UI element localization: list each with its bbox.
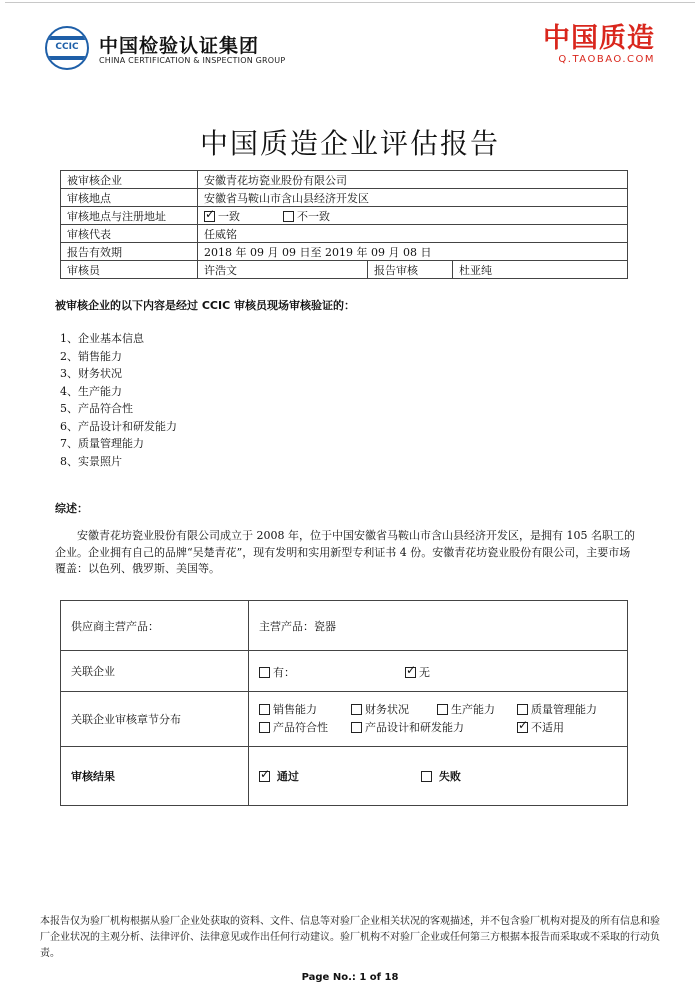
ccic-emblem-text: CCIC — [55, 42, 79, 52]
chapter-design-label: 产品设计和研发能力 — [365, 721, 464, 734]
related-company-label: 关联企业 — [61, 651, 249, 692]
supplier-product-value: 主营产品：瓷器 — [249, 601, 628, 651]
table-row — [61, 601, 628, 651]
result-pass-checkbox[interactable] — [259, 771, 270, 782]
chapter-production-checkbox[interactable] — [437, 704, 448, 715]
chapter-quality-label: 质量管理能力 — [531, 703, 597, 716]
auditor-value: 许浩文 — [198, 261, 368, 279]
related-yes-label: 有： — [273, 666, 295, 679]
reviewer-value: 杜亚纯 — [453, 261, 628, 279]
chapter-finance-checkbox[interactable] — [351, 704, 362, 715]
chapter-design-checkbox[interactable] — [351, 722, 362, 733]
location-value: 安徽省马鞍山市含山县经济开发区 — [198, 189, 628, 207]
chapter-sales-checkbox[interactable] — [259, 704, 270, 715]
ccic-logo — [45, 26, 295, 72]
audit-result-label: 审核结果 — [61, 747, 249, 806]
chapter-na-checkbox[interactable] — [517, 722, 528, 733]
chapter-distribution-label: 关联企业审核章节分布 — [61, 692, 249, 747]
chapter-quality-checkbox[interactable] — [517, 704, 528, 715]
zhongguo-zhizao-logo — [525, 24, 655, 65]
related-no-checkbox[interactable] — [405, 667, 416, 678]
address-match-options — [198, 207, 628, 225]
related-no-label: 无 — [419, 666, 430, 679]
list-item: 5、产品符合性 — [60, 402, 133, 415]
table-row — [61, 651, 628, 692]
chapter-conformity-checkbox[interactable] — [259, 722, 270, 733]
chapter-na-label: 不适用 — [531, 721, 564, 734]
company-name-en: CHINA CERTIFICATION & INSPECTION GROUP — [99, 56, 286, 65]
list-item: 1、企业基本信息 — [60, 332, 144, 345]
table-row — [61, 225, 628, 243]
validity-label: 报告有效期 — [61, 243, 198, 261]
match-no-label: 不一致 — [297, 209, 330, 223]
list-item: 8、实景照片 — [60, 454, 122, 468]
verified-items-list — [60, 330, 177, 470]
table-row — [61, 747, 628, 806]
table-row — [61, 189, 628, 207]
related-company-options — [249, 651, 628, 692]
validity-value: 2018 年 09 月 09 日至 2019 年 09 月 08 日 — [198, 243, 628, 261]
table-row — [61, 207, 628, 225]
chapter-production-label: 生产能力 — [451, 703, 495, 716]
list-item: 6、产品设计和研发能力 — [60, 419, 177, 433]
table-row — [61, 692, 628, 747]
result-fail-label: 失败 — [438, 770, 461, 783]
list-item: 2、销售能力 — [60, 349, 122, 363]
verification-intro: 被审核企业的以下内容是经过 CCIC 审核员现场审核验证的： — [55, 299, 355, 312]
representative-value: 任威铭 — [198, 225, 628, 243]
address-match-label: 审核地点与注册地址 — [61, 207, 198, 225]
page-number: Page No.: 1 of 18 — [301, 972, 399, 983]
table-row — [61, 243, 628, 261]
list-item: 4、生产能力 — [60, 384, 122, 398]
list-item: 7、质量管理能力 — [60, 437, 144, 450]
chapter-sales-label: 销售能力 — [273, 703, 317, 716]
top-page-edge — [5, 2, 695, 3]
result-fail-checkbox[interactable] — [421, 771, 432, 782]
disclaimer: 本报告仅为验厂机构根据从验厂企业处获取的资料、文件、信息等对验厂企业相关状况的客观描述，并不包含验厂机构对提及的所有信息和验厂企业状况的主观分析、法律评价、法律意见或作出任何行动建议。验厂机构不对验厂企业或任何第三方根据本报告而采取或不采取的行动负责。 — [40, 916, 660, 959]
report-title: 中国质造企业评估报告 — [199, 127, 500, 160]
result-pass-label: 通过 — [276, 770, 299, 783]
auditor-label: 审核员 — [61, 261, 198, 279]
summary-heading: 综述： — [55, 502, 88, 515]
match-yes-label: 一致 — [218, 209, 240, 223]
chapter-distribution-options — [249, 692, 628, 747]
match-yes-checkbox[interactable] — [204, 211, 215, 222]
location-label: 审核地点 — [61, 189, 198, 207]
company-label: 被审核企业 — [61, 171, 198, 189]
company-value: 安徽青花坊瓷业股份有限公司 — [198, 171, 628, 189]
assessment-table — [60, 600, 628, 806]
audit-result-options — [249, 747, 628, 806]
summary-text: 安徽青花坊瓷业股份有限公司成立于 2008 年，位于中国安徽省马鞍山市含山县经济开发区，是拥有 105 名职工的企业。企业拥有自己的品牌“吴楚青花”，现有发明和实用新型专利证书 4 份。安徽青花坊瓷业股份有限公司，主要市场覆盖：以色列、俄罗斯、美国等。 — [55, 529, 635, 575]
company-name-cn: 中国检验认证集团 — [99, 35, 260, 57]
brand-url: Q.TAOBAO.COM — [558, 54, 655, 65]
list-item: 3、财务状况 — [60, 367, 122, 380]
representative-label: 审核代表 — [61, 225, 198, 243]
related-yes-checkbox[interactable] — [259, 667, 270, 678]
table-row — [61, 261, 628, 279]
chapter-conformity-label: 产品符合性 — [273, 721, 328, 734]
audit-info-table — [60, 170, 628, 279]
supplier-product-label: 供应商主营产品： — [61, 601, 249, 651]
reviewer-label: 报告审核 — [368, 261, 453, 279]
chapter-finance-label: 财务状况 — [365, 703, 409, 716]
ccic-emblem-icon — [45, 26, 89, 70]
match-no-checkbox[interactable] — [283, 211, 294, 222]
brand-name: 中国质造 — [543, 23, 655, 54]
table-row — [61, 171, 628, 189]
